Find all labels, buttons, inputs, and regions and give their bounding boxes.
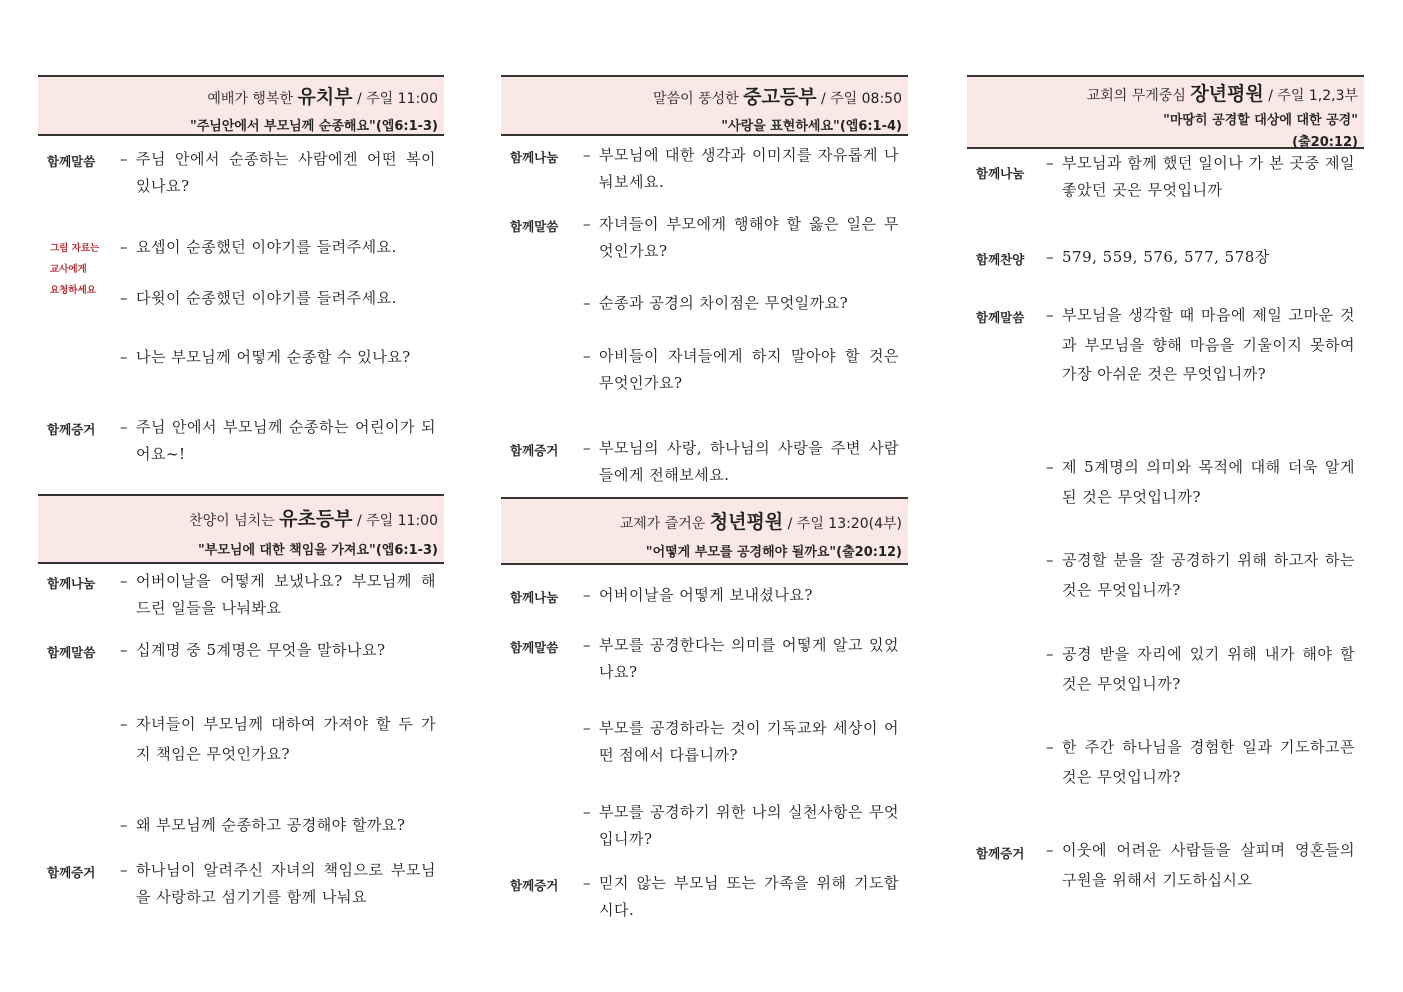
kinder-item-1: – 요셉이 순종했던 이야기를 들려주세요. bbox=[120, 238, 397, 256]
young-adult-item-1: – 부모를 공경한다는 의미를 어떻게 알고 있었나요? bbox=[583, 636, 899, 681]
adult-label-2: 함께말씀 bbox=[976, 310, 1025, 325]
adult-item-2-text: 부모님을 생각할 때 마음에 제일 고마운 것과 부모님을 향해 마음을 기울이지 못하여 가장 아쉬운 것은 무엇입니까? bbox=[1062, 306, 1355, 383]
young-adult-item-1-text: 부모를 공경한다는 의미를 어떻게 알고 있었나요? bbox=[599, 636, 899, 681]
elem-item-3: – 왜 부모님께 순종하고 공경해야 할까요? bbox=[120, 816, 406, 834]
elem-label-4: 함께증거 bbox=[47, 865, 96, 880]
young-adult-item-3: – 부모를 공경하기 위한 나의 실천사항은 무엇입니까? bbox=[583, 803, 899, 848]
youth-item-1: – 자녀들이 부모에게 행해야 할 옳은 일은 무엇인가요? bbox=[583, 215, 899, 260]
youth-header bbox=[501, 75, 908, 136]
young-adult-item-2-text: 부모를 공경하라는 것이 기독교와 세상이 어떤 점에서 다릅니까? bbox=[599, 719, 899, 764]
kinder-item-4-text: 주님 안에서 부모님께 순종하는 어린이가 되어요~! bbox=[136, 418, 436, 463]
kinder-note bbox=[50, 238, 99, 301]
youth-title-pre: 말씀이 풍성한 bbox=[653, 91, 739, 107]
adult-item-7-text: 이웃에 어려운 사람들을 살피며 영혼들의 구원을 위해서 기도하십시오 bbox=[1062, 841, 1355, 889]
adult-item-2: – 부모님을 생각할 때 마음에 제일 고마운 것과 부모님을 향해 마음을 기울이지 못하여 가장 아쉬운 것은 무엇입니까? bbox=[1046, 306, 1355, 383]
kinder-header bbox=[38, 75, 444, 136]
adult-item-6-text: 한 주간 하나님을 경험한 일과 기도하고픈 것은 무엇입니까? bbox=[1062, 738, 1355, 786]
youth-theme: "사랑을 표현하세요"(엡6:1-4) bbox=[721, 119, 902, 134]
youth-item-2-text: 순종과 공경의 차이점은 무엇일까요? bbox=[599, 294, 849, 312]
kinder-note-line: 그림 자료는 bbox=[50, 243, 100, 254]
adult-item-1-text: 579, 559, 576, 577, 578장 bbox=[1062, 248, 1270, 266]
adult-item-6: – 한 주간 하나님을 경험한 일과 기도하고픈 것은 무엇입니까? bbox=[1046, 738, 1355, 786]
elem-item-1: – 십계명 중 5계명은 무엇을 말하나요? bbox=[120, 641, 386, 659]
kinder-item-2: – 다윗이 순종했던 이야기를 들려주세요. bbox=[120, 289, 397, 307]
adult-label-7: 함께증거 bbox=[976, 846, 1025, 861]
elem-item-4-text: 하나님이 알려주신 자녀의 책임으로 부모님을 사랑하고 섬기기를 함께 나눠요 bbox=[136, 861, 436, 906]
young-adult-label-1: 함께말씀 bbox=[510, 640, 559, 655]
young-adult-item-0: – 어버이날을 어떻게 보내셨나요? bbox=[583, 586, 813, 604]
elem-item-2-text: 자녀들이 부모님께 대하여 가져야 할 두 가지 책임은 무엇인가요? bbox=[136, 715, 436, 763]
young-adult-item-0-text: 어버이날을 어떻게 보내셨나요? bbox=[599, 586, 813, 604]
youth-item-0-text: 부모님에 대한 생각과 이미지를 자유롭게 나눠보세요. bbox=[599, 146, 899, 191]
elem-item-4: – 하나님이 알려주신 자녀의 책임으로 부모님을 사랑하고 섬기기를 함께 나눠요 bbox=[120, 861, 436, 906]
kinder-title-name: 유치부 bbox=[297, 86, 353, 108]
young-adult-item-3-text: 부모를 공경하기 위한 나의 실천사항은 무엇입니까? bbox=[599, 803, 899, 848]
adult-item-5: – 공경 받을 자리에 있기 위해 내가 해야 할 것은 무엇입니까? bbox=[1046, 645, 1355, 693]
adult-theme: "마땅히 공경할 대상에 대한 공경" bbox=[1163, 113, 1358, 128]
young-adult-theme: "어떻게 부모를 공경해야 될까요"(출20:12) bbox=[645, 545, 902, 560]
young-adult-label-4: 함께증거 bbox=[510, 878, 559, 893]
kinder-note-line: 요청하세요 bbox=[50, 285, 96, 296]
youth-label-4: 함께증거 bbox=[510, 443, 559, 458]
youth-title-time: / 주일 08:50 bbox=[820, 91, 902, 107]
young-adult-title bbox=[501, 507, 902, 534]
adult-item-4-text: 공경할 분을 잘 공경하기 위해 하고자 하는 것은 무엇입니까? bbox=[1062, 551, 1355, 599]
kinder-title-pre: 예배가 행복한 bbox=[207, 91, 294, 107]
adult-item-3: – 제 5계명의 의미와 목적에 대해 더욱 알게 된 것은 무엇입니까? bbox=[1046, 458, 1355, 506]
adult-label-0: 함께나눔 bbox=[976, 166, 1025, 181]
adult-item-0: – 부모님과 함께 했던 일이나 가 본 곳중 제일 좋았던 곳은 무엇입니까 bbox=[1046, 154, 1355, 199]
kinder-item-1-text: 요셉이 순종했던 이야기를 들려주세요. bbox=[136, 238, 397, 256]
kinder-title-time: / 주일 11:00 bbox=[356, 91, 438, 107]
elem-item-2: – 자녀들이 부모님께 대하여 가져야 할 두 가지 책임은 무엇인가요? bbox=[120, 715, 436, 763]
kinder-note-line: 교사에게 bbox=[50, 264, 87, 275]
elem-item-1-text: 십계명 중 5계명은 무엇을 말하나요? bbox=[136, 641, 386, 659]
young-adult-header bbox=[501, 497, 908, 565]
elem-title bbox=[38, 504, 438, 531]
adult-item-3-text: 제 5계명의 의미와 목적에 대해 더욱 알게 된 것은 무엇입니까? bbox=[1062, 458, 1355, 506]
young-adult-title-name: 청년평원 bbox=[709, 511, 784, 533]
elem-item-0: – 어버이날을 어떻게 보냈나요? 부모님께 해 드린 일들을 나눠봐요 bbox=[120, 572, 436, 617]
elem-title-time: / 주일 11:00 bbox=[356, 513, 438, 529]
adult-item-0-text: 부모님과 함께 했던 일이나 가 본 곳중 제일 좋았던 곳은 무엇입니까 bbox=[1062, 154, 1355, 199]
elem-title-pre: 찬양이 넘치는 bbox=[189, 513, 275, 529]
elem-label-0: 함께나눔 bbox=[47, 576, 96, 591]
young-adult-title-pre: 교제가 즐거운 bbox=[619, 516, 706, 532]
adult-item-4: – 공경할 분을 잘 공경하기 위해 하고자 하는 것은 무엇입니까? bbox=[1046, 551, 1355, 599]
youth-item-3-text: 아비들이 자녀들에게 하지 말아야 할 것은 무엇인가요? bbox=[599, 347, 899, 392]
youth-label-0: 함께나눔 bbox=[510, 150, 559, 165]
young-adult-title-time: / 주일 13:20(4부) bbox=[787, 516, 902, 532]
elem-title-name: 유초등부 bbox=[279, 508, 353, 530]
adult-item-1: – 579, 559, 576, 577, 578장 bbox=[1046, 248, 1270, 266]
youth-item-4-text: 부모님의 사랑, 하나님의 사랑을 주변 사람들에게 전해보세요. bbox=[599, 439, 899, 484]
kinder-label-0: 함께말씀 bbox=[47, 154, 96, 169]
kinder-theme: "주님안에서 부모님께 순종해요"(엡6:1-3) bbox=[189, 119, 438, 134]
kinder-item-3: – 나는 부모님께 어떻게 순종할 수 있나요? bbox=[120, 348, 411, 366]
kinder-item-0-text: 주님 안에서 순종하는 사람에겐 어떤 복이 있나요? bbox=[136, 150, 436, 195]
kinder-item-4: – 주님 안에서 부모님께 순종하는 어린이가 되어요~! bbox=[120, 418, 436, 463]
young-adult-item-4: – 믿지 않는 부모님 또는 가족을 위해 기도합시다. bbox=[583, 874, 899, 919]
kinder-item-2-text: 다윗이 순종했던 이야기를 들려주세요. bbox=[136, 289, 397, 307]
elem-header bbox=[38, 494, 444, 564]
elem-item-3-text: 왜 부모님께 순종하고 공경해야 할까요? bbox=[136, 816, 406, 834]
elem-theme: "부모님에 대한 책임을 가져요"(엡6:1-3) bbox=[198, 543, 438, 558]
youth-title bbox=[501, 82, 902, 109]
youth-title-name: 중고등부 bbox=[743, 86, 817, 108]
youth-item-3: – 아비들이 자녀들에게 하지 말아야 할 것은 무엇인가요? bbox=[583, 347, 899, 392]
adult-theme-ref: (출20:12) bbox=[1292, 135, 1358, 150]
young-adult-label-0: 함께나눔 bbox=[510, 590, 559, 605]
youth-label-1: 함께말씀 bbox=[510, 219, 559, 234]
kinder-item-0: – 주님 안에서 순종하는 사람에겐 어떤 복이 있나요? bbox=[120, 150, 436, 195]
young-adult-item-2: – 부모를 공경하라는 것이 기독교와 세상이 어떤 점에서 다릅니까? bbox=[583, 719, 899, 764]
adult-title-name: 장년평원 bbox=[1190, 83, 1264, 105]
adult-title-pre: 교회의 무게중심 bbox=[1086, 88, 1186, 104]
adult-label-1: 함께찬양 bbox=[976, 252, 1025, 267]
adult-title-time: / 주일 1,2,3부 bbox=[1268, 88, 1358, 104]
youth-item-2: – 순종과 공경의 차이점은 무엇일까요? bbox=[583, 294, 849, 312]
kinder-title bbox=[38, 82, 438, 109]
kinder-item-3-text: 나는 부모님께 어떻게 순종할 수 있나요? bbox=[136, 348, 411, 366]
youth-item-1-text: 자녀들이 부모에게 행해야 할 옳은 일은 무엇인가요? bbox=[599, 215, 899, 260]
adult-item-5-text: 공경 받을 자리에 있기 위해 내가 해야 할 것은 무엇입니까? bbox=[1062, 645, 1355, 693]
adult-title bbox=[967, 79, 1358, 106]
adult-header bbox=[967, 75, 1364, 149]
elem-item-0-text: 어버이날을 어떻게 보냈나요? 부모님께 해 드린 일들을 나눠봐요 bbox=[136, 572, 436, 617]
young-adult-item-4-text: 믿지 않는 부모님 또는 가족을 위해 기도합시다. bbox=[599, 874, 899, 919]
elem-label-1: 함께말씀 bbox=[47, 645, 96, 660]
adult-item-7: – 이웃에 어려운 사람들을 살피며 영혼들의 구원을 위해서 기도하십시오 bbox=[1046, 841, 1355, 889]
kinder-label-4: 함께증거 bbox=[47, 422, 96, 437]
youth-item-4: – 부모님의 사랑, 하나님의 사랑을 주변 사람들에게 전해보세요. bbox=[583, 439, 899, 484]
youth-item-0: – 부모님에 대한 생각과 이미지를 자유롭게 나눠보세요. bbox=[583, 146, 899, 191]
